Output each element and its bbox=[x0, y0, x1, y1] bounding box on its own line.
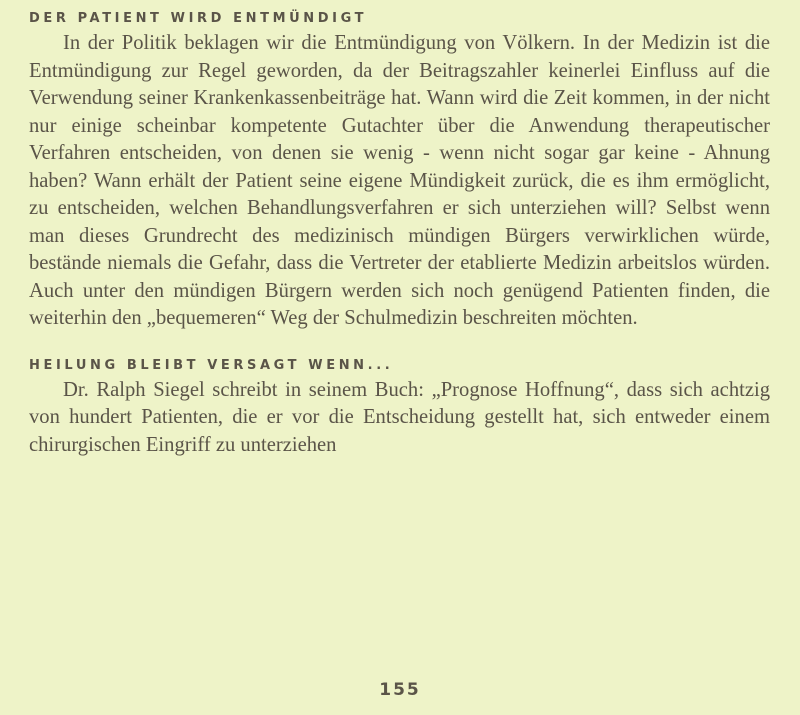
section-heading-patient: DER PATIENT WIRD ENTMÜNDIGT bbox=[29, 11, 368, 26]
section-paragraph-heilung: Dr. Ralph Siegel schreibt in seinem Buch: „Prognose Hoffnung“, dass sich achtzig von hundert Patienten, die er vor die Entscheidung gestellt hat, sich entweder einem chirurgischen Eingriff zu unterziehen bbox=[29, 378, 770, 456]
section-heading-heilung: HEILUNG BLEIBT VERSAGT WENN... bbox=[29, 357, 394, 373]
section-paragraph-patient: In der Politik beklagen wir die Entmündigung von Völkern. In der Medizin ist die Entmündigung zur Regel geworden, da der Beitragszahler keinerlei Einfluss auf die Verwendung seiner Krankenkassenbeiträge hat. Wann wird die Zeit kommen, in der nicht nur einige scheinbar kompetente Gutachter über die Anwendung therapeutischer Verfahren entscheiden, von denen sie wenig - wenn nicht sogar gar keine - Ahnung haben? Wann erhält der Patient seine eigene Mündigkeit zurück, die es ihm ermöglicht, zu entscheiden, welchen Behandlungsverfahren er sich unterziehen will? Selbst wenn man dieses Grundrecht des medizinisch mündigen Bürgers verwirklichen würde, bestände niemals die Gefahr, dass die Vertreter der etablierte Medizin arbeitslos würden. Auch unter den mündigen Bürgern werden sich noch genügend Patienten finden, die weiterhin den „bequemeren“ Weg der Schulmedizin beschreiten möchten. bbox=[29, 32, 770, 329]
page-number: 155 bbox=[379, 680, 421, 700]
